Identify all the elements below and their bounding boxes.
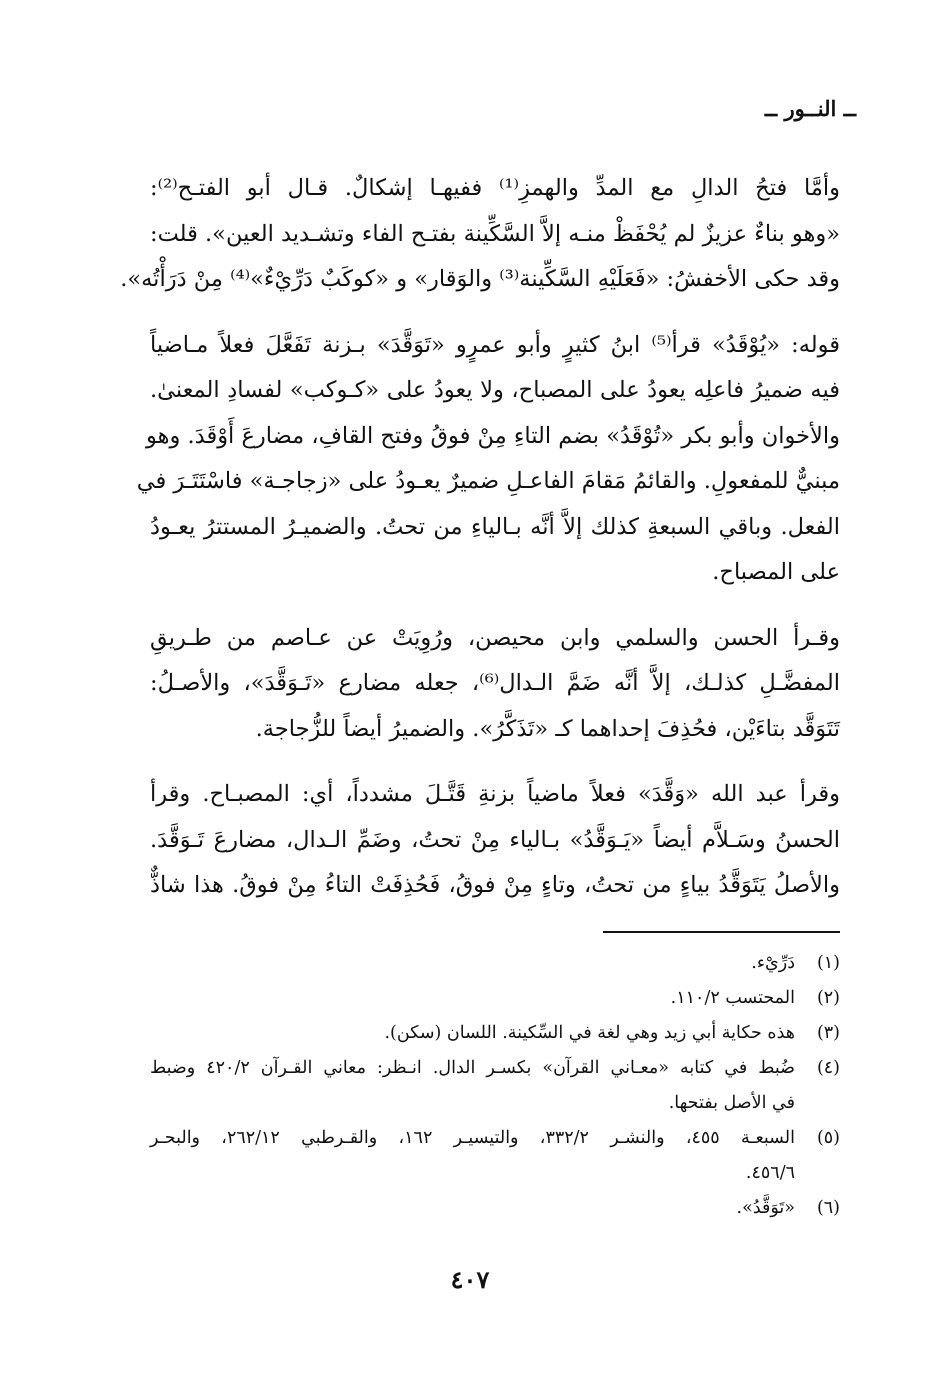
footnote-text: ٤٥٦/٦.	[745, 1163, 795, 1183]
footnote-number: (٢)	[816, 988, 840, 1008]
footnote	[150, 981, 840, 1016]
paragraph	[120, 166, 840, 303]
page-number: ٤٠٧	[450, 1265, 490, 1294]
footnote	[150, 946, 840, 981]
footnotes	[150, 946, 840, 1226]
text-line: المفضَّـلِ كذلـك، إلاَّ أنَّه ضَمَّ الـدال⁽⁶⁾، جعله مضارع «تَـوَقَّدَ»، والأصـلُ:	[150, 670, 840, 696]
text-line: الحسنُ وسَـلاَّم أيضاً «يَـوَقَّدُ» بـالياء مِنْ تحتُ، وضَمِّ الـدال، مضارعَ تَـوَقَّدَ.	[150, 826, 840, 853]
paragraph	[150, 616, 840, 753]
text-line: تَتَوَقَّد بتاءَيْن، فحُذِفَ إحداهما كـ «تَذَكَّرُ». والضميرُ أيضاً للزُّجاجة.	[255, 715, 840, 742]
footnote	[150, 1016, 840, 1051]
footnote-text: ضُبط في كتابه «معـاني القرآن» بكسـر الدال. انـظر: معاني القـرآن ٤٢٠/٢ وضبط	[150, 1058, 796, 1078]
text-line: وقرأ عبد الله «وَقَّدَ» فعلاً ماضياً بزنةِ قَتَّـلَ مشدداً، أي: المصبـاح. وقرأ	[150, 781, 840, 807]
footnote	[150, 1121, 840, 1191]
footnote-number: (٦)	[816, 1198, 840, 1218]
footnote-number: (٥)	[816, 1128, 840, 1148]
main-text	[120, 166, 840, 909]
footnote-number: (٣)	[816, 1023, 840, 1043]
text-line: وقد حكى الأخفشُ: «فَعَلَيْهِ السَّكِّينة⁽³⁾ والوَقار» و «كوكَبٌ دَرِّيْءٌ»⁽⁴⁾ مِنْ دَرَأْتُه».	[120, 266, 840, 292]
footnote-number: (١)	[816, 953, 840, 973]
text-line: «وهو بناءٌ عزيزٌ لم يُحْفَظْ منـه إلاَّ السَّكِّينة بفتـح الفاء وتشـديد العين». قلت:	[150, 220, 840, 247]
footnote-text: في الأصل بفتحها.	[668, 1093, 795, 1113]
text-line: قوله: «يُوْقَدُ» قرأ⁽⁵⁾ ابنُ كثيرٍ وأبو عمرٍو «تَوَقَّدَ» بـزنة تَفَعَّلَ فعلاً مـاضياً	[150, 331, 840, 358]
footnote-text: دَرِّيْء.	[751, 953, 795, 973]
footnote-text: «تَوَقَّدُ».	[736, 1198, 795, 1218]
footnote-text: السبعـة ٤٥٥، والنشـر ٣٣٢/٢، والتيسيـر ١٦٢، والقـرطبي ٢٦٢/١٢، والبحـر	[150, 1128, 795, 1148]
footnote-text: هذه حكاية أبي زيد وهي لغة في السِّكينة. اللسان (سكن).	[384, 1023, 795, 1043]
footnote-number: (٤)	[816, 1058, 840, 1078]
text-line: الفعل. وباقي السبعةِ كذلك إلاَّ أنَّه بـالياءِ من تحتُ. والضميـرُ المستترُ يعـودُ	[150, 513, 840, 540]
running-head: ــ النــور ــ	[764, 96, 856, 121]
footnote	[150, 1191, 840, 1226]
paragraph	[150, 772, 840, 909]
text-line: والأصلُ يَتَوَقَّدُ بياءٍ من تحتُ، وتاءٍ مِنْ فوقُ، فَحُذِفَتْ التاءُ مِنْ فوقُ. هذا شاذٌّ	[150, 872, 840, 898]
footnote-divider	[603, 931, 840, 933]
footnote-text: المحتسب ١١٠/٢.	[670, 988, 795, 1008]
paragraph	[136, 323, 840, 596]
footnote	[150, 1051, 840, 1121]
text-line: فيه ضميرُ فاعلِه يعودُ على المصباح، ولا يعودُ على «كـوكب» لفسادِ المعنىٰ.	[150, 377, 840, 403]
text-line: والأخوان وأبو بكر «تُوْقَدُ» بضم التاءِ مِنْ فوقُ وفتح القافِ، مضارعَ أَوْقَدَ. وهو	[145, 422, 840, 449]
text-line: مبنيٌّ للمفعولِ. والقائمُ مَقامَ الفاعـلِ ضميرٌ يعـودُ على «زجاجـة» فاسْتَتَـرَ في	[136, 468, 840, 494]
text-line: على المصباح.	[712, 559, 840, 585]
text-line: وأمَّا فتحُ الدالِ مع المدِّ والهمزِ⁽¹⁾ ففيهـا إشكالٌ. قـال أبو الفتـح⁽²⁾:	[150, 175, 840, 201]
text-line: وقـرأ الحسن والسلمي وابن محيصن، ورُوِيَتْ عن عـاصم من طـريقِ	[150, 624, 840, 651]
